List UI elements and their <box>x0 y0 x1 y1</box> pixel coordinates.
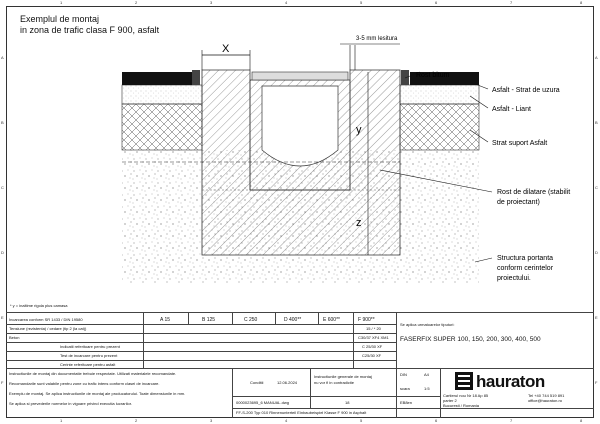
grid-row-b-right: B <box>595 120 598 125</box>
dimension-x-label: X <box>222 43 230 55</box>
brand-name: hauraton <box>476 372 545 391</box>
table-header-label: Incarcarea conform SR 1433 / DIN 19580 <box>9 317 83 322</box>
install-note-3: Exemplu de montaj. Se aplica instructiunile de montaj ale producatorului. Toate dimensiunile in mm. <box>9 391 186 396</box>
table-row-value: 15 / * 20 <box>366 326 381 331</box>
drawing-title-line1: Exemplul de montaj <box>20 14 100 24</box>
table-row-label: Indicatii referitoare pentru prezent <box>60 344 120 349</box>
gap-label: 3-5 mm lesitura <box>356 36 398 42</box>
phone: Tel +40 744 519 891 <box>528 393 565 398</box>
address-line2: parter 2 <box>443 398 457 403</box>
grid-col-1-bottom: 1 <box>60 418 63 423</box>
address-line3: Bucuresti / Romania <box>443 403 480 408</box>
bitumen-joint-right <box>401 70 409 85</box>
grid-col-7-bottom: 7 <box>510 418 513 423</box>
grid-col-5-bottom: 5 <box>360 418 363 423</box>
asphalt-binder-layer <box>122 85 202 104</box>
class-b125: B 125 <box>202 317 216 323</box>
applies-to-title: Se aplica urmatoarelor tiputuri: <box>400 322 455 327</box>
grid-col-3: 3 <box>210 0 213 5</box>
edition: EB8en <box>400 400 413 405</box>
grid-row-c-right: C <box>595 185 598 190</box>
grid-row-f-right: F <box>595 380 598 385</box>
class-d400: D 400** <box>284 317 302 323</box>
grid-row-e-right: E <box>595 315 598 320</box>
drawing-number: 0000023695_6 MANUAL.dwg <box>236 400 289 405</box>
label-rost-dilatare-1: Rost de dilatare (stabilit <box>497 189 571 196</box>
label-asfalt-uzura: Asfalt - Strat de uzura <box>492 87 560 94</box>
table-top-rule <box>6 312 594 313</box>
grating <box>252 72 348 80</box>
grid-row-a-right: A <box>595 55 598 60</box>
table-row-label: Test de incarcare pentru prezent <box>60 353 118 358</box>
grid-col-6: 6 <box>435 0 438 5</box>
grid-col-4-bottom: 4 <box>285 418 288 423</box>
table-row-label: Tensiune (rezistenta) / cedare (tip 2 (la cat)) <box>9 326 87 331</box>
table-row-value: C25/30 XF <box>362 353 382 358</box>
table-row-label: Beton <box>9 335 20 340</box>
title-block-line2: nu vor fi in contradictie <box>314 380 355 385</box>
asphalt-support-layer <box>122 104 202 150</box>
footnote: * y = inaltime rigola plus camasa <box>10 303 68 308</box>
grid-row-d: D <box>1 250 4 255</box>
scale-label: scara <box>400 386 410 391</box>
class-a15: A 15 <box>160 317 171 323</box>
asphalt-binder-layer-right <box>400 85 479 104</box>
dimension-z-label: z <box>356 217 362 229</box>
table-row-label: Cerinte referitoare pentru asfalt <box>60 362 116 367</box>
label-structura-1: Structura portanta <box>497 255 554 262</box>
grid-row-f: F <box>1 380 4 385</box>
label-structura-3: proiectului. <box>497 275 531 282</box>
grid-col-8-bottom: 8 <box>580 418 583 423</box>
scale-value: 1:5 <box>424 386 430 391</box>
address-line1: Cartierul nou Nr 18 Ap 85 <box>443 393 489 398</box>
grid-col-4: 4 <box>285 0 288 5</box>
grid-col-8: 8 <box>580 0 583 5</box>
title-block-line1: Instructiunile generale de montaj <box>314 374 372 379</box>
date: 12.06.2024 <box>277 380 298 385</box>
din-label: DIN <box>400 372 407 377</box>
table-row-value: C 25/30 XF <box>362 344 383 349</box>
grid-col-7: 7 <box>510 0 513 5</box>
grid-row-c: C <box>1 185 4 190</box>
install-note-4: Se aplica si prevederile normelor in vigoare privind executia lucrarilor. <box>9 401 132 406</box>
label-structura-2: conform cerintelor <box>497 265 554 272</box>
grid-row-a: A <box>1 55 4 60</box>
grid-col-5: 5 <box>360 0 363 5</box>
grid-col-3-bottom: 3 <box>210 418 213 423</box>
condition-label: Conditii <box>250 380 264 385</box>
paper-format: A4 <box>424 372 429 377</box>
drawing-title-line2: in zona de trafic clasa F 900, asfalt <box>20 25 160 35</box>
channel-opening <box>262 86 338 166</box>
label-strat-suport: Strat suport Asfalt <box>492 140 548 147</box>
class-e600: E 600** <box>323 317 340 323</box>
grid-row-b: B <box>1 120 4 125</box>
label-rost-bitum: Rost bitum <box>416 72 450 79</box>
asphalt-wearing-layer <box>122 72 192 85</box>
email: office@hauraton.ro <box>528 398 563 403</box>
grid-col-2-bottom: 2 <box>135 418 138 423</box>
label-rost-dilatare-2: de proiectant) <box>497 199 540 206</box>
class-f900: F 900** <box>358 317 375 323</box>
grid-col-1: 1 <box>60 0 63 5</box>
product-list: FASERFIX SUPER 100, 150, 200, 300, 400, 500 <box>400 336 541 343</box>
hauraton-logo-icon <box>455 372 473 390</box>
dimension-y-label: y <box>356 124 362 136</box>
grid-col-2: 2 <box>135 0 138 5</box>
bitumen-joint-left <box>192 70 200 85</box>
grid-row-e: E <box>1 315 4 320</box>
install-note-1: Instructiunile de montaj din documentatie trebuie respectate. Utilizati materialele recomandate. <box>9 371 177 376</box>
sheet-number: 18 <box>345 400 350 405</box>
install-note-2: Recomandarile sunt valabile pentru zone cu trafic intens conform clasei de incarcare. <box>9 381 160 386</box>
table-row-value: C30/37 XF4 XM1 <box>358 335 389 340</box>
bottom-caption: FF-S-200 Typ 010 Rinnenunterteil Einbaubeispiel Klasse F 900 in Asphalt <box>236 410 367 415</box>
grid-row-d-right: D <box>595 250 598 255</box>
grid-col-6-bottom: 6 <box>435 418 438 423</box>
label-asfalt-liant: Asfalt - Liant <box>492 106 531 113</box>
asphalt-support-layer-right <box>400 104 479 150</box>
class-c250: C 250 <box>244 317 258 323</box>
